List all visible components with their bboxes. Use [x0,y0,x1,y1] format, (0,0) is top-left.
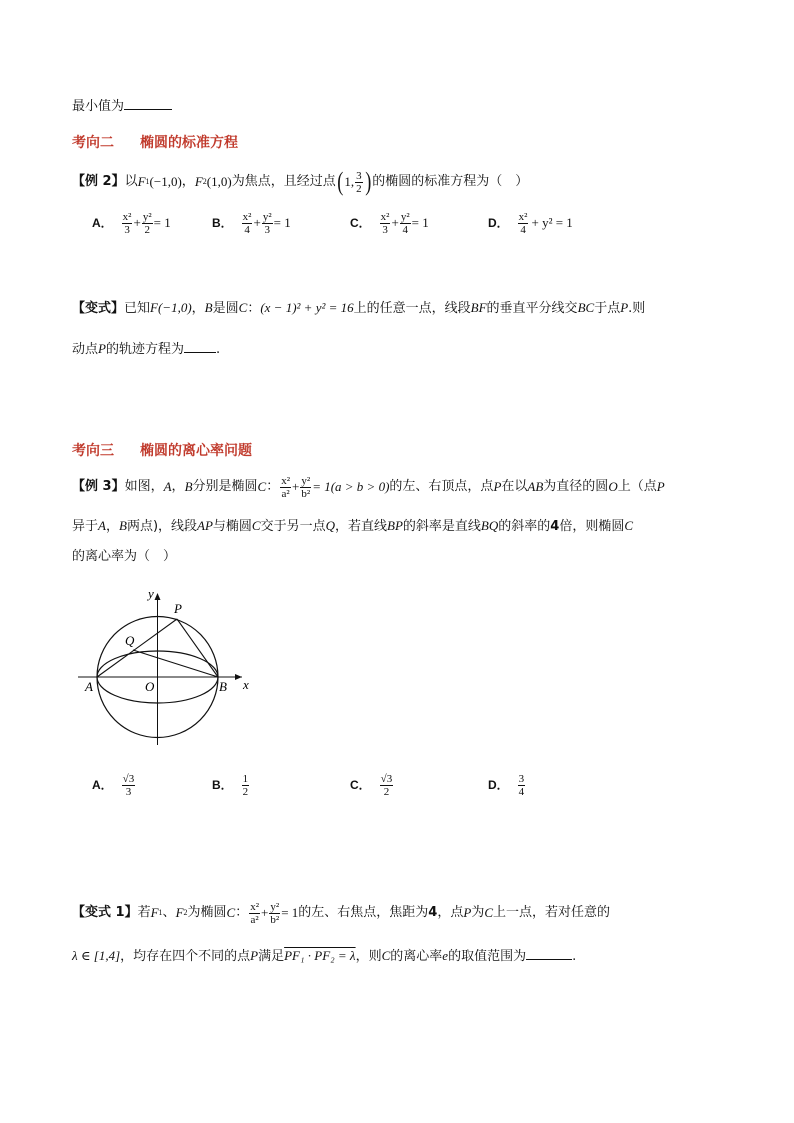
math: C [484,905,493,920]
text: . [215,342,221,357]
section-heading [72,134,238,152]
text: ，则 [355,949,382,964]
number: 4 [550,519,560,534]
text: 上的任意一点，线段 [353,301,471,316]
numerator: x² [122,210,132,223]
answer-blank [124,96,172,110]
math: F [175,905,184,920]
number: 4 [428,905,438,920]
numerator: x² [380,210,390,223]
fraction [249,901,260,926]
text: ， [105,519,119,534]
segment-bp [177,619,218,677]
text: . [572,949,577,964]
variant-1-line-2 [72,946,576,966]
option-d[interactable] [488,208,573,238]
text: 的斜率是直线 [402,519,481,534]
option-c[interactable]: C． $\frac{\text{x²}}{3}$ + $\frac{\text{y²}}{4}$ = 1 [350,210,429,236]
math: P [463,905,472,920]
text: 若 [137,905,151,920]
equation-rhs: = 1 [411,215,429,230]
denominator: 4 [402,223,408,236]
equation-tail: + y² = 1 [531,215,573,230]
text: 动点 [72,342,99,357]
subscript: 2 [202,177,207,186]
text: 的取值范围为 [448,949,527,964]
denominator: 3 [382,223,388,236]
numerator: 3 [518,772,525,785]
option-a[interactable] [92,768,136,802]
fraction [142,211,153,236]
math: BP [387,518,403,533]
math: P [98,341,106,356]
label-a: A [85,679,93,694]
math: P [493,479,502,494]
text: 在以 [501,479,528,494]
text: 异于 [72,519,99,534]
fraction [269,901,280,926]
variant-1-line-1: 【变式 1】 若 F 1 、 F 2 为椭圆 C ： $\frac{\text{x²}}{\text{a²}}$ + $\frac{\text{y²}}{\text{b²}}$ = 1 的左、右焦点，焦距为 4 ，点 P 为 C 上一点，若对任意的 [72,900,611,926]
text: ， [191,301,205,316]
denominator: 3 [264,223,270,236]
math: λ ∈ [1,4] [72,948,121,963]
math: A [163,479,172,494]
focus-f2-coords: (1,0) [206,174,232,189]
fraction [518,211,529,236]
denominator: a² [250,913,259,926]
text: 的左、右顶点，点 [389,479,494,494]
text: ： [235,905,249,920]
text: 上（点 [617,479,657,494]
fraction [242,211,253,236]
text: 为 [471,905,485,920]
ellipse-circle-figure [70,585,260,755]
text: ，若直线 [335,519,388,534]
denominator: b² [270,913,280,926]
numerator: 3 [356,169,362,182]
math: Q [325,518,335,533]
example-2-question: 【例 2】 以 F 1 (−1,0) ， F 2 (1,0) 为焦点，且经过点 ( 1, $\frac{3}{2}$ ) 的椭圆的标准方程为（ ） [72,167,529,196]
text: 满足 [258,949,285,964]
segment-ap [97,619,177,677]
denominator: 3 [125,785,132,798]
text: 两点)，线段 [126,519,198,534]
denominator: 2 [356,182,362,195]
math: B [184,479,193,494]
math: B [118,518,127,533]
y-axis-arrow [155,593,161,600]
math: BQ [480,518,499,533]
focus-f1-coords: (−1,0) [149,174,182,189]
numerator: y² [270,900,280,913]
section-title: 椭圆的离心率问题 [140,443,252,459]
min-value-line [72,96,172,116]
fraction [400,211,411,236]
math: (x − 1)² + y² = 16 [260,300,354,315]
question-text: 为焦点，且经过点 [231,174,336,189]
math: BF [470,300,487,315]
numerator: y² [262,210,272,223]
label-p: P [174,601,182,616]
variant-line-2 [72,339,220,359]
math: AB [527,479,544,494]
variant-tag: 【变式】 [72,301,125,316]
math: e [442,948,449,963]
section-number: 考向二 [72,135,114,151]
focus-f2: F [194,174,203,189]
answer-blank [526,946,572,960]
text: 交于另一点 [260,519,326,534]
text: 上一点，若对任意的 [493,905,611,920]
option-letter: A． [92,778,113,792]
text: 于点 [594,301,621,316]
fraction [518,773,526,798]
text: 的左、右焦点，焦距为 [298,905,429,920]
variant-tag: 【变式 1】 [72,905,138,920]
label-o: O [145,679,155,694]
section-number: 考向三 [72,443,114,459]
text: ，均存在四个不同的点 [120,949,251,964]
example-3-line-2 [72,517,633,536]
numerator: y² [400,210,410,223]
text: 为直径的圆 [543,479,609,494]
math: B [204,300,213,315]
label-q: Q [125,633,135,648]
text: 的斜率的 [498,519,551,534]
option-c[interactable] [350,768,394,802]
numerator: x² [242,210,252,223]
math: AP [197,518,213,533]
math: C [381,948,391,963]
min-value-label: 最小值为 [72,99,125,114]
math: C [257,479,267,494]
math: A [98,518,106,533]
numerator: √3 [380,772,393,785]
denominator: 3 [124,223,130,236]
numerator: √3 [122,772,135,785]
denominator: 4 [518,785,525,798]
text: 分别是椭圆 [192,479,258,494]
question-text: 以 [124,174,138,189]
answer-blank [184,339,216,353]
subscript: 1 [158,908,163,917]
math: P [656,479,665,494]
fraction [122,211,133,236]
example-3-line-3 [72,548,176,566]
denominator: b² [301,487,311,500]
subscript: 2 [183,908,188,917]
option-letter: D． [488,778,509,792]
equation-rhs: = 1 [153,215,171,230]
fraction [262,211,273,236]
section-title: 椭圆的标准方程 [140,135,238,151]
segment-bq [133,650,218,677]
text: 的离心率为（ ） [72,549,177,564]
option-d[interactable] [488,768,526,802]
denominator: 2 [383,785,390,798]
text: 是圆 [212,301,239,316]
text: 、 [162,905,176,920]
point-y-fraction [355,170,363,195]
option-letter: D． [488,216,509,230]
text: 与椭圆 [212,519,252,534]
math: = 1(a > b > 0) [312,479,390,494]
math: P [620,300,629,315]
numerator: x² [250,900,260,913]
text: ： [247,301,261,316]
fraction [122,773,136,798]
label-y: y [148,586,154,601]
math: F [150,905,159,920]
option-b[interactable]: B． $\frac{\text{x²}}{4}$ + $\frac{\text{y²}}{3}$ = 1 [212,210,291,236]
denominator: 4 [244,223,250,236]
label-b: B [219,679,227,694]
option-letter: A． [92,216,113,230]
fraction [300,475,311,500]
fraction [380,773,394,798]
text: 为椭圆 [187,905,227,920]
math: BC [577,300,595,315]
section-heading [72,442,252,460]
question-text: 的椭圆的标准方程为（ ） [372,174,529,189]
subscript: 1 [145,177,150,186]
fraction [380,211,391,236]
math: C [251,518,261,533]
denominator: a² [281,487,290,500]
math: C [238,300,248,315]
math: F(−1,0) [150,300,192,315]
equation-rhs: = 1 [273,215,291,230]
option-letter: B． [212,216,233,230]
text: ，点 [437,905,464,920]
math: = 1 [281,905,299,920]
fraction [280,475,291,500]
separator: ， [181,174,195,189]
option-letter: B． [212,778,233,792]
text: ： [266,479,280,494]
denominator: 2 [242,785,249,798]
math: C [624,518,634,533]
example-3-line-1: 【例 3】 如图， A ， B 分别是椭圆 C ： $\frac{\text{x²}}{\text{a²}}$ + $\frac{\text{y²}}{\text{b²}}$ = 1(a > b > 0) 的左、右顶点，点 P 在以 AB 为直径的圆 O 上（点 P [72,474,665,500]
denominator: 4 [520,223,526,236]
math: P [250,948,259,963]
text: .则 [628,301,646,316]
option-letter: C． [350,216,371,230]
focus-f1: F [137,174,146,189]
numerator: 1 [242,772,249,785]
text: 如图， [124,479,164,494]
text: 的垂直平分线交 [486,301,578,316]
math: PF₁ · PF₂ = λ [284,948,356,963]
numerator: y² [142,210,152,223]
text: ， [171,479,185,494]
variant-line-1 [72,299,645,318]
math: O [608,479,618,494]
denominator: 2 [144,223,150,236]
option-letter: C． [350,778,371,792]
x-axis-arrow [235,674,242,680]
numerator: x² [281,474,291,487]
text: 倍，则椭圆 [559,519,625,534]
text: 的轨迹方程为 [105,342,184,357]
numerator: x² [518,210,528,223]
text: 的离心率 [390,949,443,964]
label-x: x [243,677,249,692]
text: 已知 [124,301,151,316]
numerator: y² [301,474,311,487]
example-tag: 【例 3】 [72,479,125,494]
fraction [242,773,250,798]
point-x: 1, [344,174,355,189]
math: C [226,905,236,920]
option-a[interactable]: A． $\frac{\text{x²}}{3}$ + $\frac{\text{y²}}{2}$ = 1 [92,210,171,236]
option-b[interactable] [212,768,250,802]
example-tag: 【例 2】 [72,174,125,189]
